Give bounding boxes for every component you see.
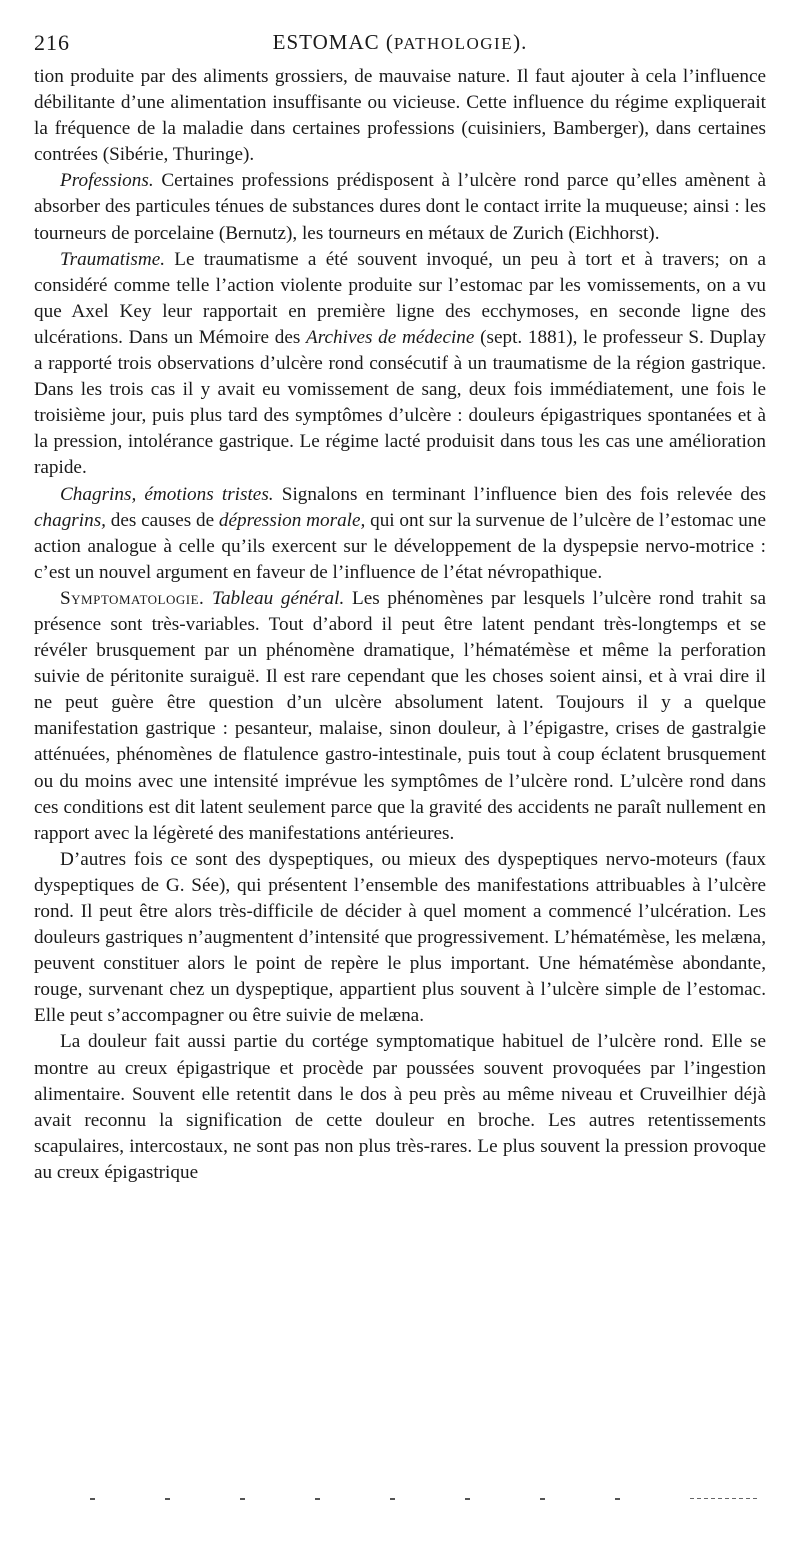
paragraph-text: Certaines professions prédisposent à l’ulcère rond parce qu’elles amènent à absorber des particules ténues de substances dures dont le contact irrite la muqueuse; ainsi : les tourneurs de porcelaine (Bernutz), les tourneurs en métaux de Zurich (Eichhorst). xyxy=(34,170,766,244)
paragraph-text: (sept. 1881), le professeur S. Duplay a rapporté trois observations d’ulcère rond consécutif à un traumatisme de la région gastrique. Dans les trois cas il y avait eu vomissement de sang, deux fois immédiatement, une fois le troisième jour, puis plus tard des symptômes d’ulcère : douleurs épigastriques spontanées et à la pression, intolérance gastrique. Le régime lacté produisit dans tous les cas une amélioration rapide. xyxy=(34,326,766,479)
running-title-open: ( xyxy=(379,30,394,54)
paragraph-text: La douleur fait aussi partie du cortége symptomatique habituel de l’ulcère rond. Elle se montre au creux épigastrique et procède par poussées souvent provoquées par l’ingestion alimentaire. Souvent elle retentit dans le dos à peu près au même niveau et Cruveilhier déjà avait reconnu la signification de cette douleur en broche. Les autres retentissements scapulaires, intercostaux, ne sont pas non plus très-rares. Le plus souvent la pression provoque au creux épigastrique xyxy=(34,1031,766,1183)
running-title-close: ). xyxy=(513,30,528,54)
text-body xyxy=(34,64,766,1186)
paragraph-text: des causes de xyxy=(105,509,219,531)
page-number: 216 xyxy=(34,30,70,55)
print-mark xyxy=(240,1498,245,1500)
paragraph-traumatisme xyxy=(34,247,766,482)
print-mark xyxy=(540,1498,545,1500)
paragraph-chagrins xyxy=(34,482,766,586)
rubric-heading: Chagrins, émotions tristes. xyxy=(60,483,274,505)
paragraph-text: D’autres fois ce sont des dyspeptiques, ou mieux des dyspeptiques nervo-moteurs (faux dyspeptiques de G. Sée), qui présentent l’ensemble des manifestations attribuables à l’ulcère rond. Il peut être alors très-difficile de décider à quel moment a commencé l’ulcération. Les douleurs gastriques n’augmentent d’intensité que progressivement. L’hématémèse, les melæna, peuvent constituer alors le point de repère le plus important. Une hématémèse abondante, rouge, survenant chez un dyspeptique, appartient plus souvent à l’ulcère simple de l’estomac. Elle peut s’accompagner ou être suivie de melæna. xyxy=(34,848,766,1027)
rubric-heading: Professions. xyxy=(60,170,154,192)
paragraph-text: tion produite par des aliments grossiers, de mauvaise nature. Il faut ajouter à cela l’influence débilitante d’une alimentation insuffisante ou vicieuse. Cette influence du régime expliquerait la fréquence de la maladie dans certaines professions (cuisiniers, Bamberger), dans certaines contrées (Sibérie, Thuringe). xyxy=(34,66,766,166)
print-mark xyxy=(315,1498,320,1500)
print-mark xyxy=(465,1498,470,1500)
print-mark xyxy=(690,1498,760,1499)
print-mark xyxy=(390,1498,395,1500)
emphasis-text: Archives de médecine xyxy=(306,326,475,348)
running-header xyxy=(34,30,766,62)
footer-print-marks xyxy=(90,1498,760,1508)
rubric-heading: Tableau général. xyxy=(212,587,345,609)
paragraph-douleur xyxy=(34,1029,766,1186)
paragraph-text: Les phénomènes par lesquels l’ulcère rond trahit sa présence sont très-variables. Tout d’abord il peut être latent pendant très-longtemps et se révéler brusquement par un phénomène dramatique, l’hématémèse et même la perforation suivie de péritonite suraiguë. Il est rare cependant que les choses soient ainsi, et à vrai dire il ne peut guère être question d’un ulcère absolument latent. Toujours il y a quelque manifestation gastrique : pesanteur, malaise, sinon douleur, à l’épigastre, crises de gastralgie atténuées, phénomènes de flatulence gastro-intestinale, puis tout à coup éclatent brusquement ou du moins avec une intensité imprévue les symptômes de l’ulcère rond. L’ulcère rond dans ces conditions est dit latent seulement parce que la gravité des accidents ne paraît nullement en rapport avec la légèreté des manifestations antérieures. xyxy=(34,587,767,844)
running-title-sub: PATHOLOGIE xyxy=(393,34,514,53)
paragraph-text: qui ont sur la survenue de l’ulcère de l’estomac une action analogue à celle qu’ils exercent sur le développement de la dyspepsie nervo-motrice : c’est un nouvel argument en faveur de l’influence de l’état névropathique. xyxy=(34,509,766,583)
paragraph-professions xyxy=(34,168,766,246)
print-mark xyxy=(90,1498,95,1500)
emphasis-text: chagrins, xyxy=(34,509,106,531)
rubric-heading: Traumatisme. xyxy=(60,248,166,270)
paragraph-symptomatologie xyxy=(34,586,766,847)
paragraph-text: Signalons en terminant l’influence bien des fois relevée des xyxy=(273,483,766,505)
running-title xyxy=(34,30,766,55)
print-mark xyxy=(615,1498,620,1500)
paragraph-continuation xyxy=(34,64,766,168)
paragraph-dyspeptiques xyxy=(34,847,766,1030)
running-title-main: ESTOMAC xyxy=(272,30,380,54)
print-mark xyxy=(165,1498,170,1500)
emphasis-text: dépression morale, xyxy=(218,509,366,531)
section-heading: Symptomatologie. xyxy=(60,587,205,609)
spacer-text xyxy=(204,588,212,609)
paragraph-text: Le traumatisme a été souvent invoqué, un peu à tort et à travers; on a considéré comme telle l’action violente produite sur l’estomac par les vomissements, on a vu que Axel Key leur rapportait en première ligne des ecchymoses, en seconde ligne des ulcérations. Dans un Mémoire des xyxy=(34,248,766,348)
